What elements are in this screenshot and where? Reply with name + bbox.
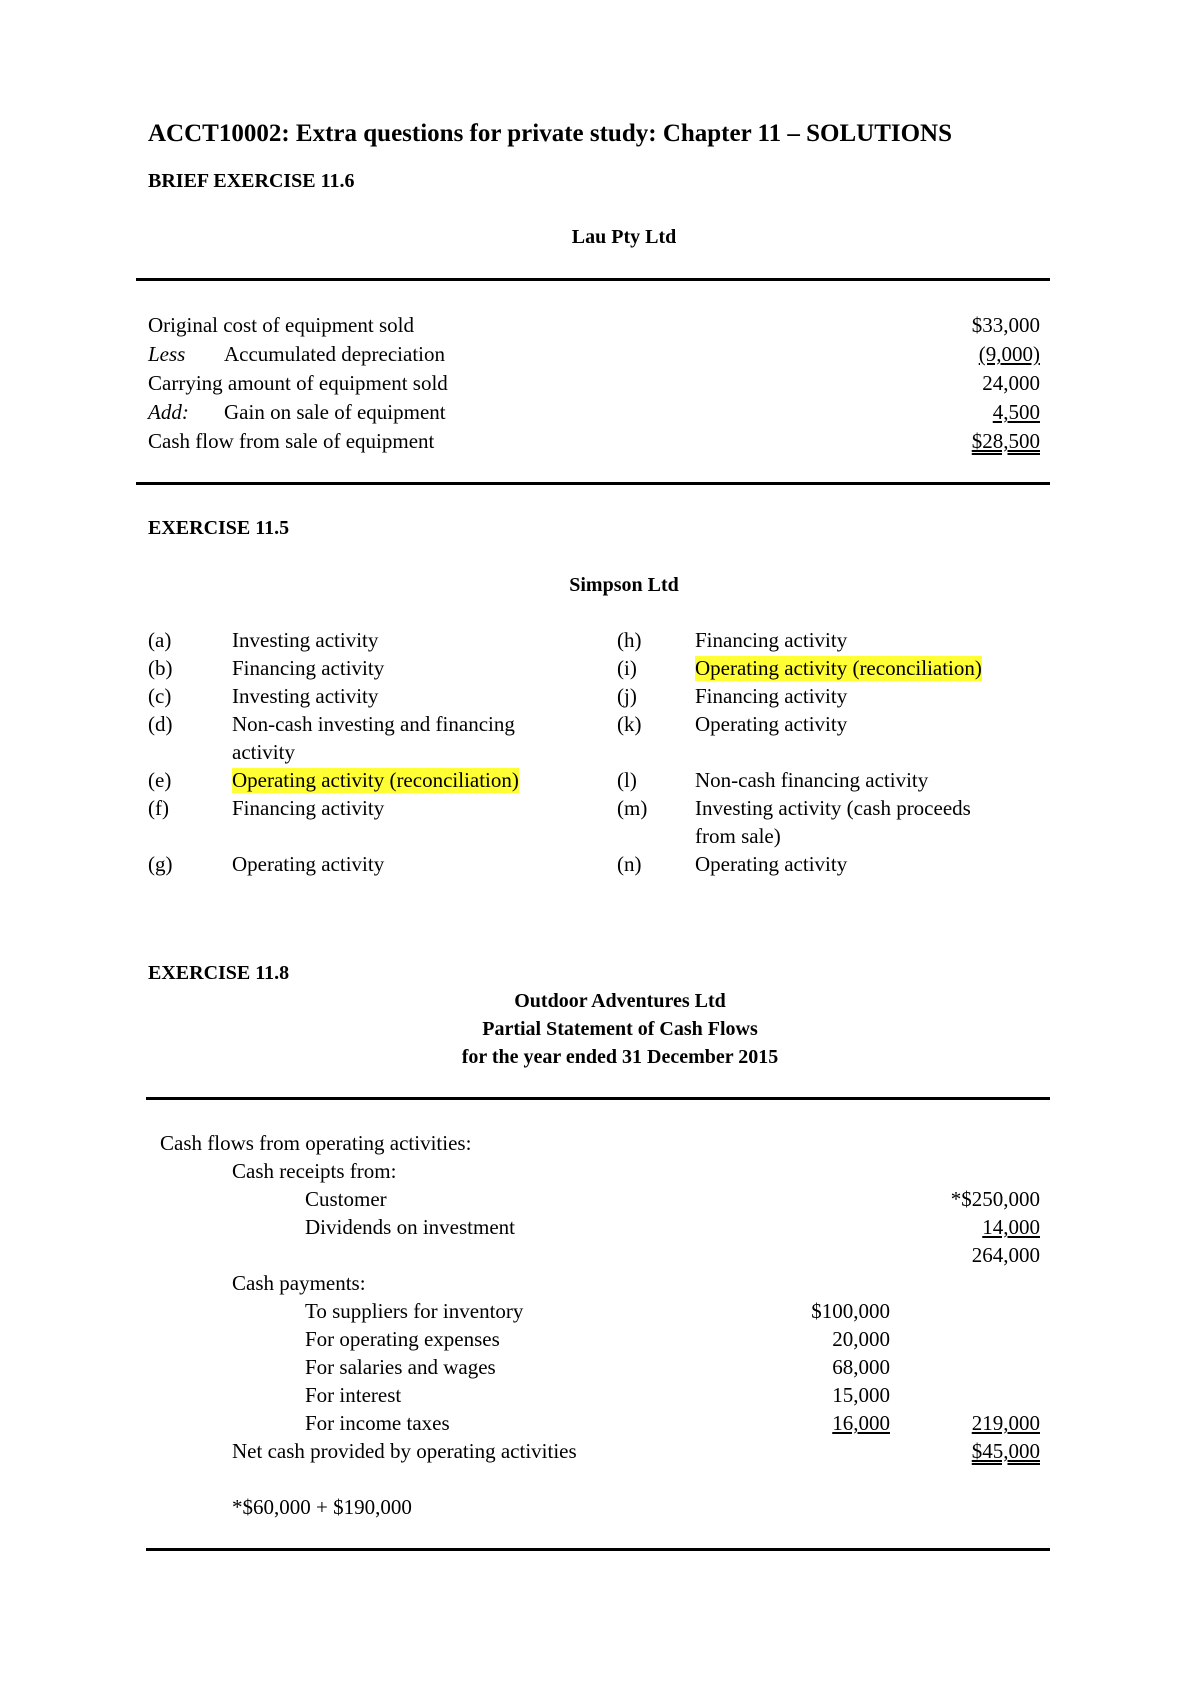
row-value: (9,000) [978, 342, 1040, 366]
list-letter: (f) [148, 796, 169, 820]
list-letter: (l) [617, 768, 637, 792]
row-value: $28,500 [971, 429, 1040, 453]
row-value: 68,000 [832, 1355, 890, 1379]
list-item-continuation: activity [232, 740, 295, 764]
footnote: *$60,000 + $190,000 [232, 1495, 412, 1519]
row-label: Original cost of equipment sold [148, 313, 414, 337]
exercise-11-5-heading: EXERCISE 11.5 [148, 517, 290, 539]
list-item: Operating activity [232, 852, 385, 876]
list-item: Investing activity [232, 684, 379, 708]
list-letter: (j) [617, 684, 637, 708]
row-label: Gain on sale of equipment [224, 400, 446, 424]
list-item: Financing activity [232, 796, 385, 820]
row-label: For operating expenses [305, 1327, 500, 1351]
list-item: Operating activity [695, 852, 848, 876]
simpson-company-name: Simpson Ltd [569, 574, 679, 596]
list-item: Non-cash investing and financing [232, 712, 515, 736]
receipts-heading: Cash receipts from: [232, 1159, 397, 1183]
row-label: Cash flow from sale of equipment [148, 429, 435, 453]
list-letter: (n) [617, 852, 642, 876]
row-label: Dividends on investment [305, 1215, 515, 1239]
outdoor-company-name: Outdoor Adventures Ltd [514, 990, 726, 1012]
row-value: *$250,000 [950, 1187, 1040, 1211]
receipts-total: 264,000 [971, 1243, 1040, 1267]
list-letter: (d) [148, 712, 173, 736]
row-prefix: Less [148, 342, 186, 366]
bottom-rule [146, 1548, 1050, 1551]
row-value: $33,000 [971, 313, 1040, 337]
row-label: For interest [305, 1383, 402, 1407]
list-letter: (c) [148, 684, 172, 708]
row-value: 24,000 [982, 371, 1040, 395]
list-item: Financing activity [695, 684, 848, 708]
highlighted-list-item: Operating activity (reconciliation) [232, 768, 519, 792]
lau-company-name: Lau Pty Ltd [571, 226, 677, 248]
row-label: Carrying amount of equipment sold [148, 371, 448, 395]
payments-total: 219,000 [971, 1411, 1040, 1435]
list-letter: (b) [148, 656, 173, 680]
list-letter: (m) [617, 796, 648, 820]
operating-heading: Cash flows from operating activities: [160, 1131, 472, 1155]
payments-heading: Cash payments: [232, 1271, 366, 1295]
row-value: $100,000 [811, 1299, 890, 1323]
statement-title: Partial Statement of Cash Flows [482, 1018, 758, 1040]
row-value: 15,000 [832, 1383, 890, 1407]
list-item: Financing activity [232, 656, 385, 680]
list-item: Non-cash financing activity [695, 768, 929, 792]
row-value: 4,500 [992, 400, 1040, 424]
page-title: ACCT10002: Extra questions for private study: Chapter 11 – SOLUTIONS [148, 120, 953, 147]
row-label: Accumulated depreciation [224, 342, 445, 366]
list-item-continuation: from sale) [695, 824, 781, 848]
statement-period: for the year ended 31 December 2015 [461, 1046, 779, 1068]
highlighted-list-item: Operating activity (reconciliation) [695, 656, 982, 680]
list-item: Operating activity [695, 712, 848, 736]
row-label: Customer [305, 1187, 387, 1211]
row-label: To suppliers for inventory [305, 1299, 524, 1323]
list-letter: (i) [617, 656, 637, 680]
net-cash-label: Net cash provided by operating activities [232, 1439, 577, 1463]
list-item: Financing activity [695, 628, 848, 652]
top-rule [136, 278, 1050, 281]
list-letter: (a) [148, 628, 172, 652]
list-letter: (k) [617, 712, 642, 736]
bottom-rule [136, 482, 1050, 485]
row-label: For salaries and wages [305, 1355, 496, 1379]
row-value: 16,000 [832, 1411, 890, 1435]
list-letter: (e) [148, 768, 172, 792]
exercise-11-8-heading: EXERCISE 11.8 [148, 962, 290, 984]
row-label: For income taxes [305, 1411, 450, 1435]
top-rule [146, 1097, 1050, 1100]
list-letter: (g) [148, 852, 173, 876]
brief-exercise-heading: BRIEF EXERCISE 11.6 [148, 170, 355, 192]
row-prefix: Add: [148, 400, 189, 424]
table-row [148, 313, 414, 338]
list-letter: (h) [617, 628, 642, 652]
list-item: Investing activity (cash proceeds [695, 796, 971, 820]
row-value: 14,000 [982, 1215, 1040, 1239]
net-cash-value: $45,000 [971, 1439, 1040, 1463]
list-item: Investing activity [232, 628, 379, 652]
row-value: 20,000 [832, 1327, 890, 1351]
